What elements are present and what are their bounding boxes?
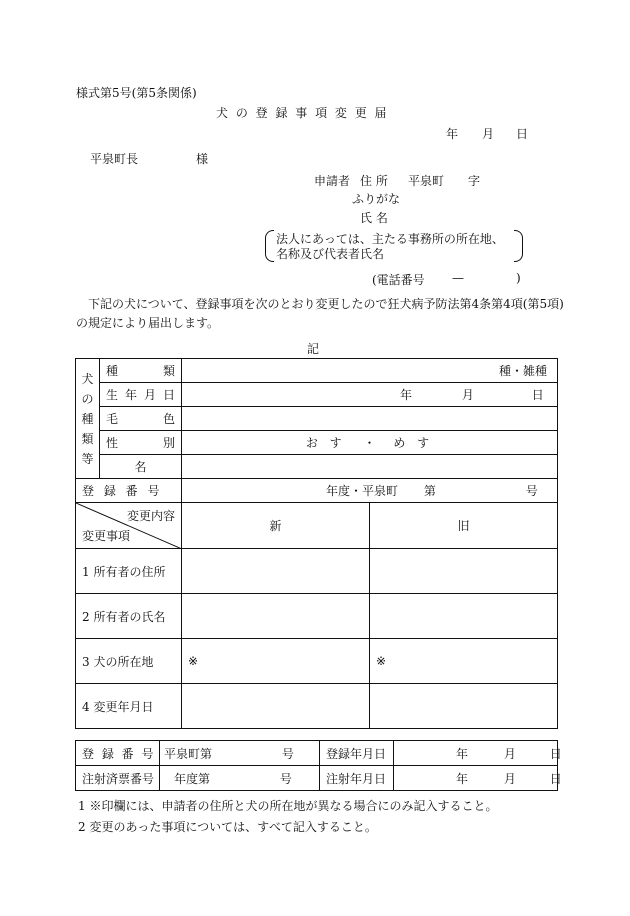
breed-label-cell: 種 類 — [100, 359, 182, 383]
office-registration-label: 登 録 番 号 — [76, 741, 160, 766]
office-registration-date-label: 登録年月日 — [320, 741, 394, 766]
change-label-owner-address: 1 所有者の住所 — [76, 549, 182, 594]
body-text-line-1: 下記の犬について、登録事項を次のとおり変更したので狂犬病予防法第4条第4項(第5項) — [88, 297, 564, 311]
sex-female[interactable]: め す — [393, 436, 434, 450]
addressee-name: 平泉町長 — [90, 152, 139, 166]
registration-dai: 第 — [423, 484, 436, 498]
dog-section-side-label — [76, 359, 100, 479]
submission-date-month: 月 — [482, 127, 495, 141]
phone-dash: — — [452, 271, 464, 285]
column-old-header: 旧 — [370, 503, 558, 549]
sex-label-cell: 性 別 — [100, 431, 182, 455]
change-old-change-date[interactable] — [370, 684, 558, 729]
change-label-change-date: 4 変更年月日 — [76, 684, 182, 729]
office-injection-month: 月 — [503, 771, 516, 786]
dog-row-coat — [76, 407, 558, 431]
birthdate-month: 月 — [461, 388, 474, 402]
coat-label-cell: 毛 色 — [100, 407, 182, 431]
note-1: 1 ※印欄には、申請者の住所と犬の所在地が異なる場合にのみ記入すること。 — [78, 799, 498, 813]
phone-open: (電話番号 — [372, 273, 425, 287]
office-registration-day: 日 — [549, 746, 562, 761]
change-row-dog-location — [76, 639, 558, 684]
change-new-change-date[interactable] — [182, 684, 370, 729]
change-new-owner-address[interactable] — [182, 549, 370, 594]
sex-male[interactable]: お す — [305, 436, 346, 450]
column-new-header: 新 — [182, 503, 370, 549]
coat-value[interactable] — [182, 407, 558, 431]
registration-value[interactable] — [182, 479, 558, 503]
office-row-injection — [76, 766, 558, 791]
applicant-aza: 字 — [468, 174, 481, 188]
change-header-row — [76, 503, 558, 549]
birthdate-label: 生 年 月 日 — [100, 383, 182, 407]
dog-name-label: 名 — [100, 455, 182, 479]
registration-go: 号 — [525, 484, 538, 498]
body-text-line-2: の規定により届出します。 — [76, 316, 220, 330]
note-2: 2 変更のあった事項については、すべて記入すること。 — [78, 820, 377, 834]
dog-row-sex — [76, 431, 558, 455]
corporate-note-line-2: 名称及び代表者氏名 — [276, 247, 385, 261]
office-registration-suffix: 号 — [281, 746, 294, 761]
change-old-owner-address[interactable] — [370, 549, 558, 594]
change-row-owner-address — [76, 549, 558, 594]
office-registration-prefix: 平泉町第 — [164, 746, 213, 761]
office-registration-value[interactable] — [160, 741, 320, 766]
corporate-note-bracket-right — [514, 230, 523, 262]
phone-close: ) — [516, 271, 521, 285]
main-form-table — [75, 358, 558, 729]
form-title: 犬 の 登 録 事 項 変 更 届 — [216, 106, 389, 120]
office-injection-prefix: 年度第 — [174, 771, 211, 786]
corporate-note — [276, 232, 504, 262]
dog-row-birthdate — [76, 383, 558, 407]
side-char-2: の — [81, 392, 94, 406]
side-char-1: 犬 — [81, 372, 94, 386]
office-injection-suffix: 号 — [279, 771, 292, 786]
applicant-name-label: 氏 名 — [360, 211, 388, 225]
applicant-address-value: 平泉町 — [408, 174, 445, 188]
birthdate-year: 年 — [400, 388, 413, 402]
sex-separator: ・ — [363, 436, 376, 450]
submission-date-day: 日 — [516, 127, 529, 141]
registration-nendo: 年度・平泉町 — [326, 484, 399, 498]
change-old-dog-location[interactable]: ※ — [370, 639, 558, 684]
sex-value[interactable] — [182, 431, 558, 455]
applicant-label: 申請者 — [314, 174, 351, 188]
registration-row — [76, 479, 558, 503]
ki-label: 記 — [307, 342, 320, 356]
breed-value[interactable]: 種・雑種 — [182, 359, 558, 383]
addressee-suffix: 様 — [196, 152, 209, 166]
dog-row-breed — [76, 359, 558, 383]
office-injection-date-value[interactable] — [394, 766, 562, 791]
office-injection-day: 日 — [549, 771, 562, 786]
change-new-owner-name[interactable] — [182, 594, 370, 639]
diag-bottom-label: 変更事項 — [82, 529, 131, 543]
birthdate-day: 日 — [531, 388, 544, 402]
dog-row-name — [76, 455, 558, 479]
submission-date-year: 年 — [446, 127, 459, 141]
corporate-note-line-1: 法人にあっては、主たる事務所の所在地、 — [276, 232, 504, 246]
change-new-dog-location[interactable]: ※ — [182, 639, 370, 684]
registration-label: 登 録 番 号 — [76, 479, 182, 503]
change-row-owner-name — [76, 594, 558, 639]
office-injection-year: 年 — [456, 771, 469, 786]
office-registration-month: 月 — [503, 746, 516, 761]
birthdate-value[interactable] — [182, 383, 558, 407]
side-char-3: 種 — [81, 412, 94, 426]
office-row-registration — [76, 741, 558, 766]
change-row-change-date — [76, 684, 558, 729]
office-injection-date-label: 注射年月日 — [320, 766, 394, 791]
office-injection-value[interactable] — [160, 766, 320, 791]
applicant-address-label: 住 所 — [360, 174, 388, 188]
diag-top-label: 変更内容 — [126, 509, 175, 523]
change-old-owner-name[interactable] — [370, 594, 558, 639]
side-char-5: 等 — [81, 452, 94, 466]
office-registration-date-value[interactable] — [394, 741, 562, 766]
dog-name-value[interactable] — [182, 455, 558, 479]
corporate-note-bracket-left — [265, 230, 274, 262]
form-number: 様式第5号(第5条関係) — [76, 86, 197, 100]
office-injection-label: 注射済票番号 — [76, 766, 160, 791]
change-label-dog-location: 3 犬の所在地 — [76, 639, 182, 684]
applicant-furigana: ふりがな — [352, 192, 401, 206]
change-label-owner-name: 2 所有者の氏名 — [76, 594, 182, 639]
office-use-table — [75, 740, 562, 791]
office-registration-year: 年 — [456, 746, 469, 761]
change-header-diagonal — [76, 503, 182, 549]
side-char-4: 類 — [81, 432, 94, 446]
